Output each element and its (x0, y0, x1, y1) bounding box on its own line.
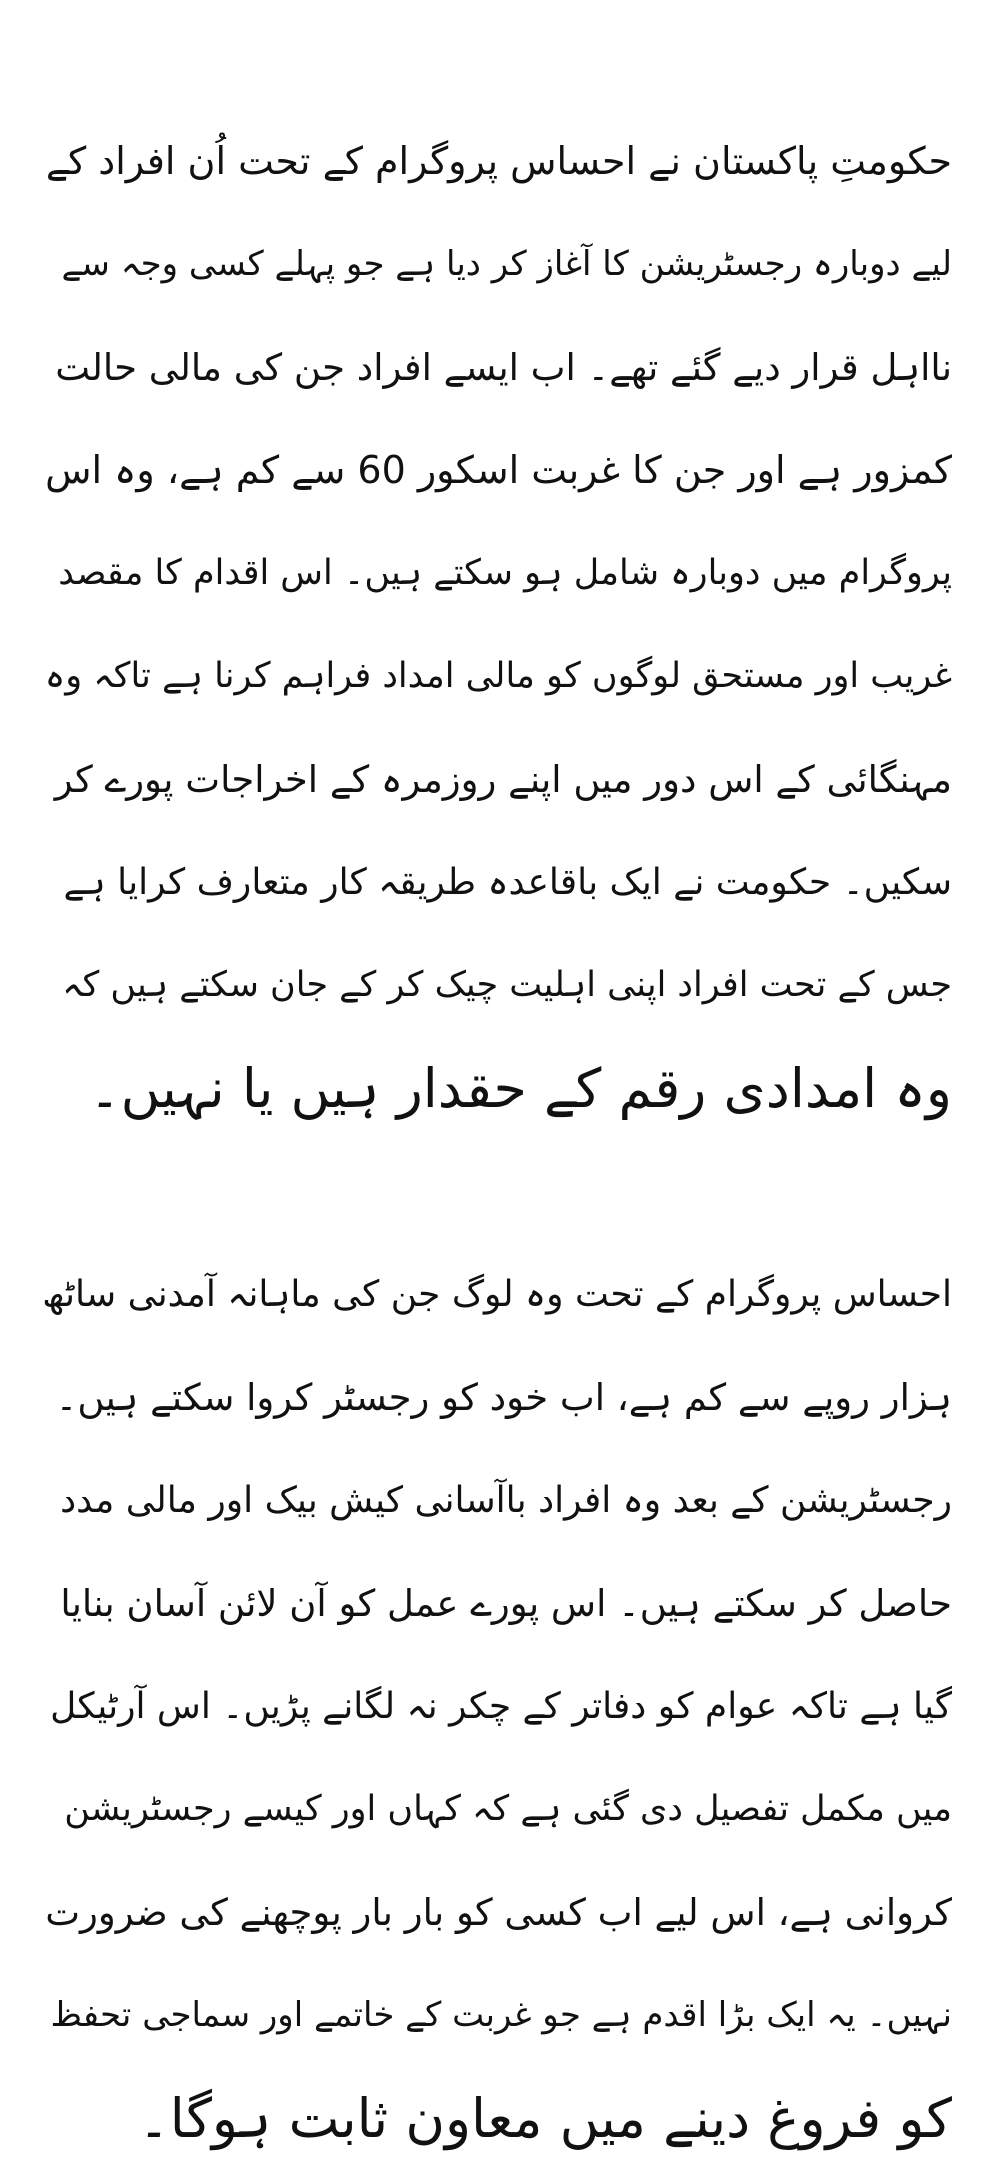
text-line: لیے دوبارہ رجسٹریشن کا آغاز کر دیا ہے جو پہلے کسی وجہ سے (61, 244, 952, 284)
text-line: حاصل کر سکتے ہیں۔ اس پورے عمل کو آن لائن آسان بنایا (60, 1582, 952, 1625)
text-line: رجسٹریشن کے بعد وہ افراد باآسانی کیش بیک اور مالی مدد (60, 1480, 952, 1521)
text-line: سکیں۔ حکومت نے ایک باقاعدہ طریقہ کار متعارف کرایا ہے (63, 862, 952, 903)
text-line: غریب اور مستحق لوگوں کو مالی امداد فراہم کرنا ہے تاکہ وہ (44, 656, 952, 696)
paragraph-2 (40, 1243, 952, 2170)
text-line: جس کے تحت افراد اپنی اہلیت چیک کر کے جان سکتے ہیں کہ (62, 965, 952, 1005)
text-line: احساس پروگرام کے تحت وہ لوگ جن کی ماہانہ آمدنی ساٹھ (42, 1274, 952, 1315)
paragraph-spacer (40, 1140, 952, 1243)
text-line: میں مکمل تفصیل دی گئی ہے کہ کہاں اور کیسے رجسٹریشن (64, 1789, 952, 1829)
text-line: حکومتِ پاکستان نے احساس پروگرام کے تحت اُن افراد کے (45, 139, 952, 183)
text-line: ہزار روپے سے کم ہے، اب خود کو رجسٹر کروا سکتے ہیں۔ (55, 1376, 952, 1419)
paragraph-1 (40, 110, 952, 1140)
text-line: کو فروغ دینے میں معاون ثابت ہوگا۔ (138, 2087, 952, 2150)
text-line: پروگرام میں دوبارہ شامل ہو سکتے ہیں۔ اس اقدام کا مقصد (58, 553, 952, 593)
text-line: کروانی ہے، اس لیے اب کسی کو بار بار پوچھنے کی ضرورت (45, 1891, 952, 1934)
text-line: گیا ہے تاکہ عوام کو دفاتر کے چکر نہ لگانے پڑیں۔ اس آرٹیکل (50, 1686, 952, 1727)
text-line: مہنگائی کے اس دور میں اپنے روزمرہ کے اخراجات پورے کر (54, 758, 952, 801)
text-line: کمزور ہے اور جن کا غربت اسکور 60 سے کم ہے، وہ اس (45, 448, 952, 492)
text-line: نااہل قرار دیے گئے تھے۔ اب ایسے افراد جن کی مالی حالت (55, 346, 952, 389)
text-line: نہیں۔ یہ ایک بڑا اقدم ہے جو غربت کے خاتمے اور سماجی تحفظ (50, 1995, 952, 2035)
text-line: وہ امدادی رقم کے حقدار ہیں یا نہیں۔ (89, 1057, 952, 1120)
